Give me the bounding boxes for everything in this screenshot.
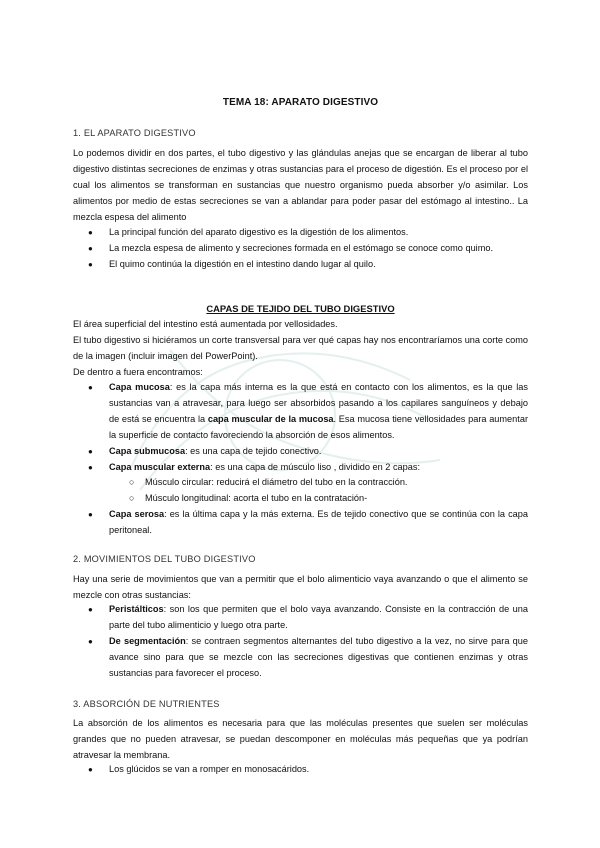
term-label: Capa mucosa [109,382,170,392]
term-label: De segmentación [109,635,186,646]
sub-list-muscular [109,475,528,507]
paragraph-text: El tubo digestivo si hiciéramos un corte transversal para ver qué capas hay nos encontraríamos una corte como de la imagen (incluir imagen del PowerPoint). [73,334,529,361]
bullet-list-movimientos [73,602,528,682]
list-item-serosa [73,507,528,539]
term-text: : es la última capa y la más externa. Es de tejido conectivo que se continúa con la capa peritoneal. [109,509,528,536]
section-heading-1: 1. EL APARATO DIGESTIVO [73,128,196,138]
paragraph-absorcion [73,716,528,764]
term-text: : se contraen segmentos alternantes del tubo digestivo a la vez, no sirve para que avance sino para que se mezcle con las secreciones digestivas que contienen enzimas y otras sustancias para favorecer el proceso. [109,635,529,678]
list-item: ● La mezcla espesa de alimento y secreciones formada en el estómago se conoce como quimo. [73,241,528,257]
paragraph-text: La absorción de los alimentos es necesaria para que las moléculas presentes que suelen ser moléculas grandes que no pueden atravesar, se puedan descomponer en moléculas más pequeñas que ya podrían atravesar la membrana. [73,718,528,760]
list-item: ● El quimo continúa la digestión en el intestino dando lugar al quilo. [73,257,528,273]
list-item-muscular [73,460,528,508]
paragraph-intro [73,146,528,226]
paragraph-text: De dentro a fuera encontramos: [73,366,203,377]
sub-list-item: ○ Músculo circular: reducirá el diámetro del tubo en la contracción. [109,475,528,491]
sub-list-item: ○ Músculo longitudinal: acorta el tubo en la contratación- [109,491,528,507]
paragraph-text: Lo podemos dividir en dos partes, el tubo digestivo y las glándulas anejas que se encargan de liberar al tubo digestivo distintas secreciones de enzimas y otras sustancias para el proceso de digestión. Es el proceso por el cual los alimentos se transforman en sustancias que nuestro organismo pueda absorber y/o asimilar. Los alimentos por medio de estas secreciones se van a ablandar para poder pasar del estómago al intestino.. La mezcla espesa del alimento [73,148,528,222]
paragraph-capas-intro [73,317,528,381]
bullet-list-capas [73,380,528,539]
term-bold: capa muscular de la mucosa [207,413,334,424]
list-item: ● La principal función del aparato digestivo es la digestión de los alimentos. [73,225,528,241]
paragraph-movimientos [73,572,528,604]
term-label: Capa submucosa [109,445,186,456]
term-text: : son los que permiten que el bolo vaya avanzando. Consiste en la contracción de una parte del tubo alimenticio y luego otra parte. [109,604,528,630]
bullet-list-absorcion [73,762,528,778]
list-item-segmentacion [73,634,528,682]
bullet-list-1 [73,225,528,273]
term-label: Capa serosa [109,509,165,520]
subheading-capas: CAPAS DE TEJIDO DEL TUBO DIGESTIVO [206,303,395,314]
section-heading-3: 3. ABSORCIÓN DE NUTRIENTES [73,699,220,709]
list-item-peristalticos [73,602,528,634]
paragraph-text: Hay una serie de movimientos que van a permitir que el bolo alimenticio vaya avanzando o que el alimento se mezcle con otras sustancias: [73,574,528,600]
section-heading-2: 2. MOVIMIENTOS DEL TUBO DIGESTIVO [73,554,256,564]
term-text: : es una capa de tejido conectivo. [185,445,322,456]
paragraph-text: El área superficial del intestino está aumentada por vellosidades. [73,319,338,329]
list-item-mucosa [73,380,528,444]
document-title: TEMA 18: APARATO DIGESTIVO [222,97,379,108]
term-text: : es una capa de músculo liso , dividido en 2 capas: [210,461,421,472]
term-label: Capa muscular externa [109,461,211,472]
list-item: ● Los glúcidos se van a romper en monosacáridos. [73,762,528,778]
term-label: Peristálticos [109,604,164,614]
list-item-submucosa [73,444,528,460]
term-text: : es la capa más interna es la que está en contacto con los alimentos, es la que las sustancias van a atravesar, para luego ser absorbidos pasando a los capilares sanguíneos y debajo de está se encuentra la [109,382,528,424]
term-text: . Esa mucosa tiene vellosidades para aumentar la superficie de contacto favoreciendo la absorción de esos alimentos. [109,413,529,440]
